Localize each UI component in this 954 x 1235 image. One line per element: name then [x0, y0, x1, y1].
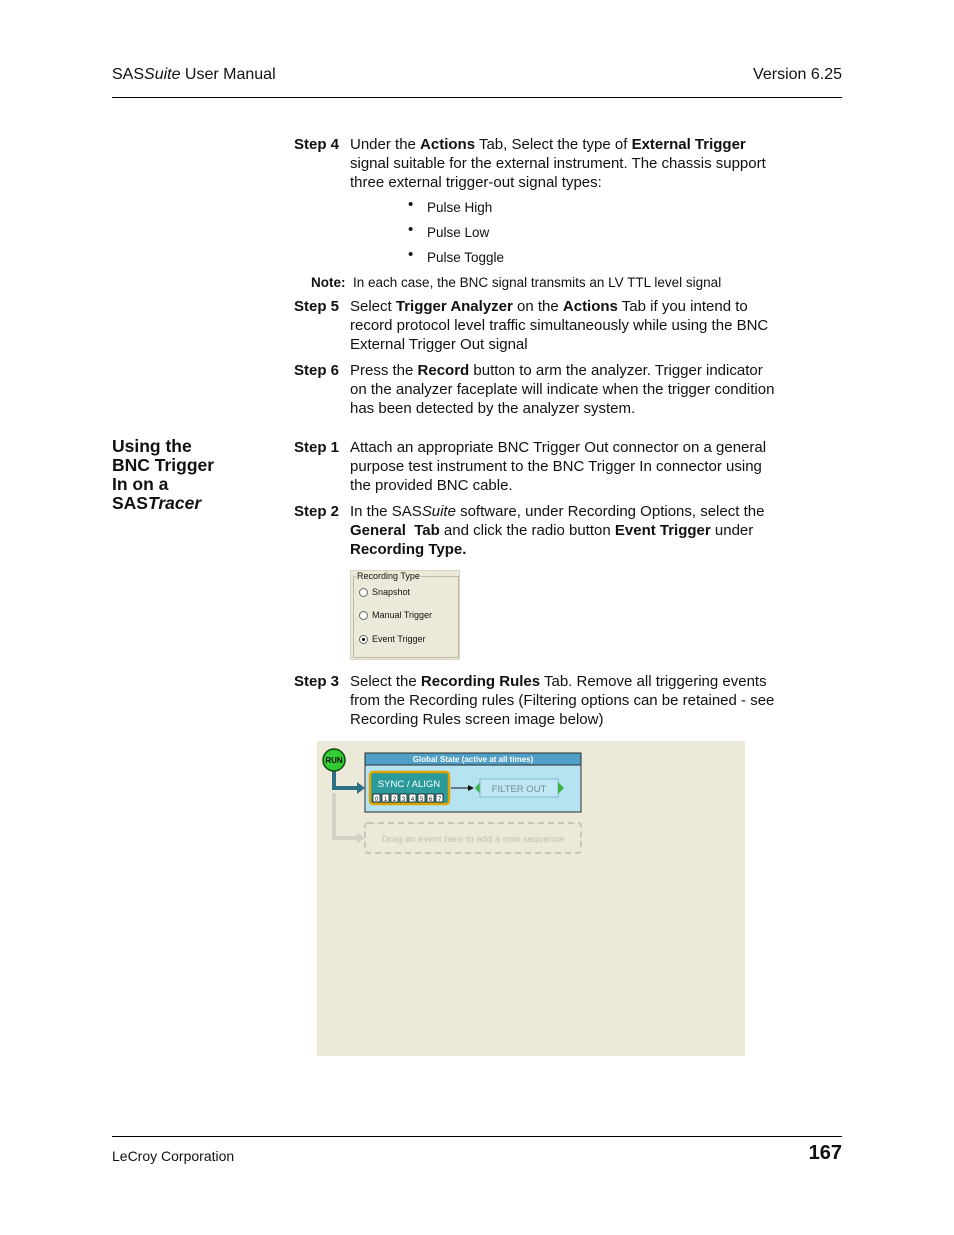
step-label: Step 6 [294, 362, 340, 379]
run-label: RUN [325, 756, 343, 765]
section-heading [112, 437, 214, 513]
title-prefix: SAS [112, 66, 145, 83]
run-connector [334, 770, 357, 788]
text: Tab. Remove all triggering events [540, 673, 767, 690]
recording-rules-diagram [317, 741, 745, 1056]
text: under [710, 522, 754, 539]
text: Select [350, 298, 396, 315]
port-number: 7 [437, 797, 442, 803]
bold-text: Event Trigger [614, 522, 711, 539]
text: and click the radio button [439, 522, 615, 539]
bold-text: Actions [420, 136, 476, 153]
recording-type-panel [350, 570, 460, 660]
text: on the analyzer faceplate will indicate when the trigger condition [350, 381, 775, 398]
text: Press the [350, 362, 418, 379]
drag-drop-hint: Drag an event here to add a new sequence [381, 834, 565, 845]
heading-italic: Tracer [147, 493, 202, 513]
step-label: Step 4 [294, 136, 340, 153]
bold-text: Actions [562, 298, 618, 315]
step-text [350, 438, 790, 495]
title-italic: Suite [144, 66, 181, 83]
recording-type-legend: Recording Type [357, 571, 420, 581]
port-number: 5 [419, 797, 424, 803]
text: Recording Rules screen image below) [350, 711, 604, 728]
text: purpose test instrument to the BNC Trigger In connector using [350, 458, 762, 475]
heading-line: Using the [112, 436, 192, 456]
bold-text: Recording Type. [350, 541, 467, 558]
bold-text: Record [417, 362, 470, 379]
bold-text: External Trigger [631, 136, 746, 153]
filter-out-label: FILTER OUT [491, 784, 547, 795]
note-label: Note: [311, 275, 346, 290]
step-text [350, 672, 790, 729]
port-number: 0 [374, 797, 379, 803]
new-sequence-arrow [357, 832, 365, 844]
bold-text: Recording Rules [420, 673, 541, 690]
heading-line: BNC Trigger [112, 455, 215, 475]
text: signal suitable for the external instrument. The chassis support [350, 155, 766, 172]
manual-trigger-radio[interactable] [359, 611, 368, 620]
heading-line [112, 494, 214, 513]
bullet-text: Pulse Toggle [427, 250, 505, 265]
step-text [350, 502, 790, 559]
text: Attach an appropriate BNC Trigger Out connector on a general [350, 439, 767, 456]
note-text: In each case, the BNC signal transmits an LV TTL level signal [353, 275, 722, 290]
text: from the Recording rules (Filtering options can be retained - see [350, 692, 775, 709]
text: Tab if you intend to [617, 298, 748, 315]
step-text [350, 361, 790, 418]
note [311, 275, 721, 290]
heading-line: In on a [112, 474, 169, 494]
footer-company: LeCroy Corporation [112, 1148, 235, 1164]
step-label: Step 5 [294, 298, 340, 315]
manual-trigger-label: Manual Trigger [372, 610, 433, 620]
sync-align-label: SYNC / ALIGN [377, 779, 441, 790]
italic-text: Suite [421, 503, 456, 520]
header-rule [112, 97, 842, 98]
step-text [350, 297, 790, 354]
footer-rule [112, 1136, 842, 1137]
heading-prefix: SAS [112, 493, 148, 513]
text: three external trigger-out signal types: [350, 174, 602, 191]
text: software, under Recording Options, select the [455, 503, 765, 520]
global-state-title: Global State (active at all times) [412, 755, 534, 764]
step-label: Step 3 [294, 673, 340, 690]
new-sequence-connector [334, 793, 357, 838]
text: In the SAS [350, 503, 422, 520]
text: Under the [350, 136, 421, 153]
snapshot-label: Snapshot [372, 587, 411, 597]
bullet-icon: • [408, 246, 414, 263]
text: Select the [350, 673, 421, 690]
page-number: 167 [808, 1142, 842, 1164]
step-text [350, 135, 790, 192]
port-number: 3 [401, 797, 406, 803]
header-title [112, 66, 276, 84]
bullet-icon: • [408, 196, 414, 213]
title-suffix: User Manual [180, 66, 276, 83]
event-trigger-label: Event Trigger [372, 634, 426, 644]
bold-text: Trigger Analyzer [395, 298, 513, 315]
port-number: 6 [428, 797, 433, 803]
port-number: 2 [392, 797, 397, 803]
recording-rules-canvas [317, 741, 745, 1056]
text: the provided BNC cable. [350, 477, 513, 494]
bullet-text: Pulse High [427, 200, 493, 215]
bold-text: General Tab [350, 522, 440, 539]
text: button to arm the analyzer. Trigger indicator [469, 362, 763, 379]
run-connector-arrow [357, 782, 365, 794]
text: Tab, Select the type of [475, 136, 632, 153]
text: record protocol level traffic simultaneously while using the BNC [350, 317, 769, 334]
step-label: Step 2 [294, 503, 340, 520]
bullet-icon: • [408, 221, 414, 238]
snapshot-radio[interactable] [359, 588, 368, 597]
event-trigger-radio[interactable] [359, 635, 368, 644]
bullet-text: Pulse Low [427, 225, 490, 240]
port-number: 4 [410, 797, 415, 803]
port-number: 1 [383, 797, 388, 803]
text: External Trigger Out signal [350, 336, 528, 353]
text: on the [512, 298, 563, 315]
step-label: Step 1 [294, 439, 340, 456]
text: has been detected by the analyzer system. [350, 400, 636, 417]
header-version: Version 6.25 [753, 66, 842, 83]
